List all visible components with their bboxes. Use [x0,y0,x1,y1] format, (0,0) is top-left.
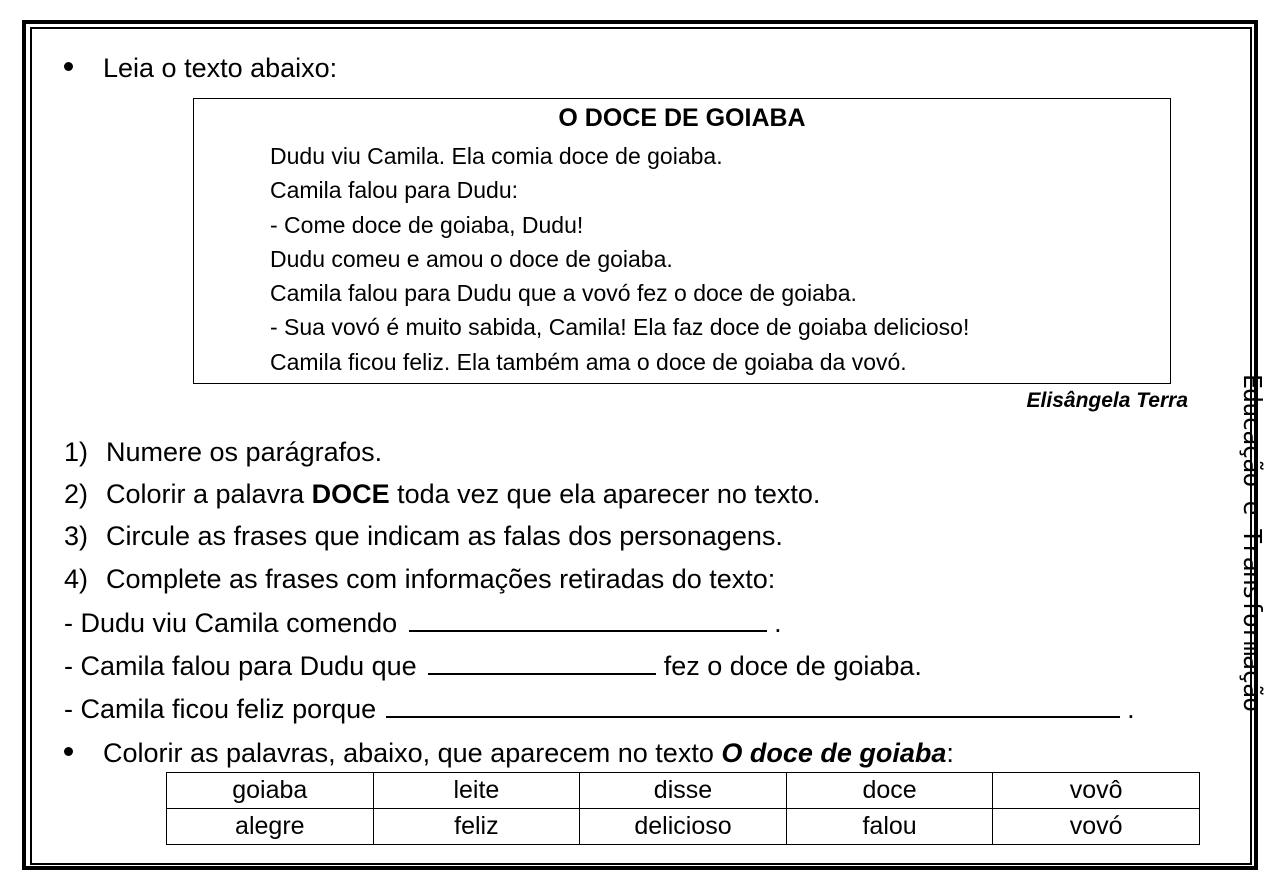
story-line: Dudu viu Camila. Ela comia doce de goiaba. [270,143,723,169]
fill-in-text: - Camila ficou feliz porque [64,694,384,724]
word-cell[interactable]: delicioso [580,809,787,845]
question-1 [64,436,382,468]
story-line: Camila ficou feliz. Ela também ama o doce de goiaba da vovó. [270,348,907,375]
question-text: Complete as frases com informações retiradas do texto: [106,564,776,594]
word-cell[interactable]: falou [786,809,993,845]
fill-in-2 [64,649,922,682]
question-text: Circule as frases que indicam as falas dos personagens. [106,521,783,551]
word-cell[interactable]: vovô [993,773,1200,809]
word-cell[interactable]: feliz [373,809,580,845]
word-cell[interactable]: doce [786,773,993,809]
question-number: 1) [64,437,89,467]
word-cell[interactable]: goiaba [167,773,374,809]
story-line: - Come doce de goiaba, Dudu! [270,211,584,238]
bullet-icon [64,62,73,71]
intro-instruction [64,52,337,84]
question-text: Numere os parágrafos. [106,437,383,467]
question-3 [64,520,783,552]
question-text: toda vez que ela aparecer no texto. [389,479,821,509]
answer-blank[interactable] [428,649,656,675]
answer-blank[interactable] [409,606,767,632]
word-cell[interactable]: leite [373,773,580,809]
speck [77,22,79,24]
story-line: Dudu comeu e amou o doce de goiaba. [270,245,673,272]
story-line: - Sua vovó é muito sabida, Camila! Ela faz doce de goiaba delicioso! [270,314,970,341]
fill-in-text: fez o doce de goiaba. [656,651,922,681]
story-author: Elisângela Terra [1026,389,1188,412]
question-number: 3) [64,521,89,551]
fill-in-3 [64,692,1135,725]
story-title: O DOCE DE GOIABA [558,104,806,132]
question-text: Colorir a palavra [106,479,312,509]
story-body [270,139,969,379]
color-task-title: O doce de goiaba [721,738,947,768]
question-keyword: DOCE [311,479,390,509]
question-number: 4) [64,564,89,594]
bullet-icon [64,747,73,756]
color-task-instruction [64,737,954,769]
question-2 [64,478,820,510]
fill-in-text: - Camila falou para Dudu que [64,651,425,681]
color-task-text: : [946,738,954,768]
fill-in-1 [64,606,782,639]
question-4 [64,563,775,595]
story-line: Camila falou para Dudu: [270,177,519,204]
color-task-text: Colorir as palavras, abaixo, que aparecem no texto [103,738,722,768]
table-row [167,809,1200,845]
table-row [167,773,1200,809]
story-box [193,98,1171,384]
story-line: Camila falou para Dudu que a vovó fez o doce de goiaba. [270,280,857,307]
intro-text: Leia o texto abaixo: [103,53,338,83]
word-table [166,772,1200,845]
fill-in-text: - Dudu viu Camila comendo [64,608,405,638]
side-watermark-label: Educação e Transformação [1238,374,1267,712]
word-cell[interactable]: vovó [993,809,1200,845]
word-cell[interactable]: alegre [167,809,374,845]
question-number: 2) [64,479,89,509]
fill-in-text: . [1119,694,1135,724]
answer-blank[interactable] [386,692,1120,718]
fill-in-text: . [766,608,782,638]
word-cell[interactable]: disse [580,773,787,809]
